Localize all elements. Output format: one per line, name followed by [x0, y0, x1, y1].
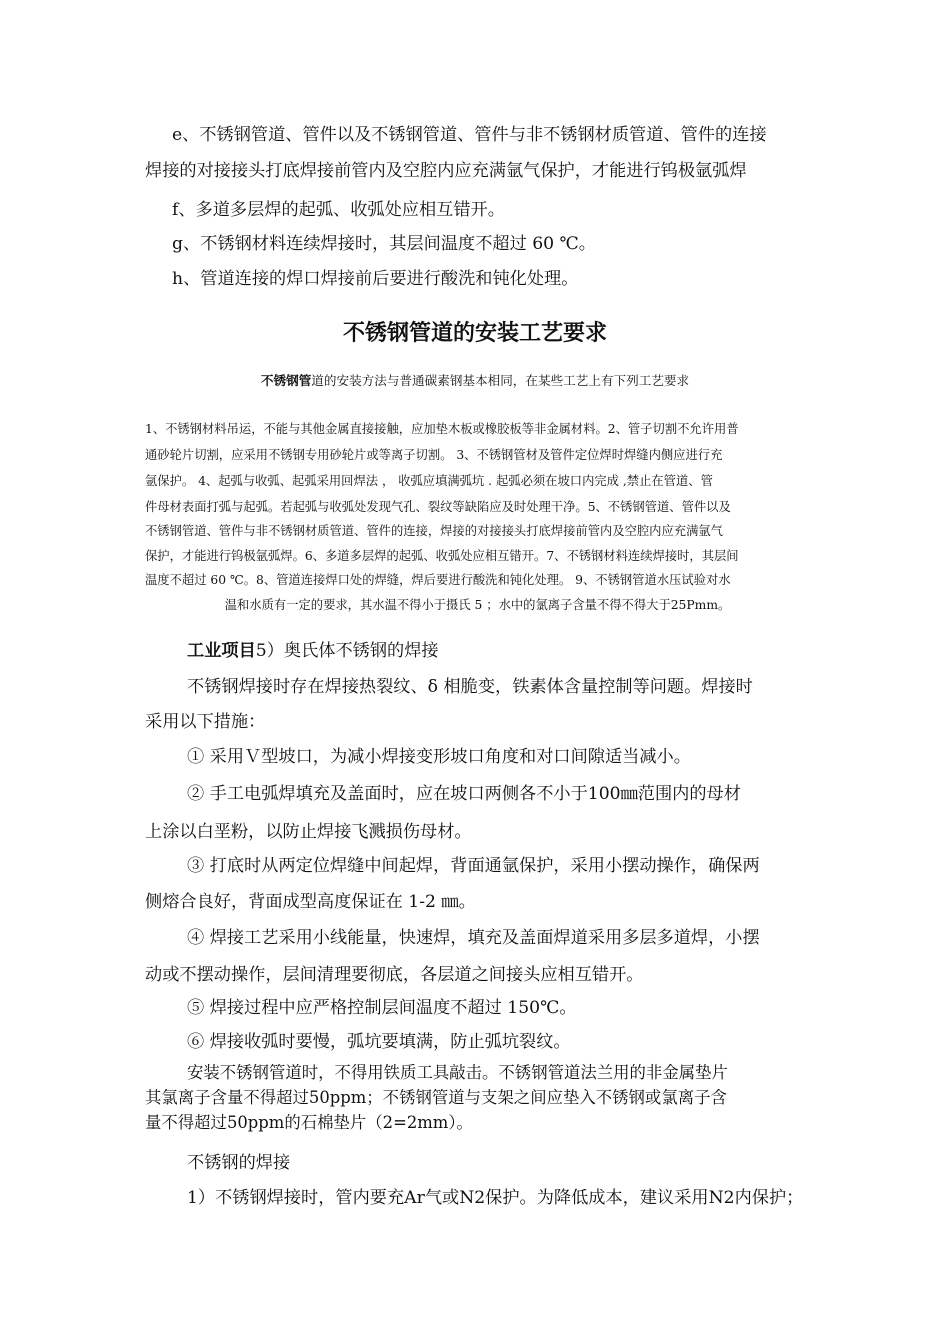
small-line-3: 氩保护。 4、起弧与收弧、起弧采用回焊法 ， 收弧应填满弧坑 . 起弧必须在坡口内完成 ,禁止在管道、管 — [145, 474, 713, 488]
item-e-line-2: 焊接的对接接头打底焊接前管内及空腔内应充满氩气保护，才能进行钨极氩弧焊 — [145, 161, 747, 181]
welding-heading — [187, 634, 852, 669]
measure-2-line-1: ② 手工电弧焊填充及盖面时，应在坡口两侧各不小于100㎜范围内的母材 — [187, 784, 741, 804]
section-subtitle — [0, 370, 950, 392]
small-line-7: 温度不超过 60 ℃。8、管道连接焊口处的焊缝，焊后要进行酸洗和钝化处理。 9、不锈钢管道水压试验对水 — [145, 573, 731, 587]
install-line-3: 量不得超过50ppm的石棉垫片（2=2mm）。 — [145, 1113, 473, 1132]
small-line-2: 通砂轮片切割，应采用不锈钢专用砂轮片或等离子切割。 3、不锈钢管材及管件定位焊时焊缝内侧应进行充 — [145, 448, 723, 462]
measure-1: ① 采用Ｖ型坡口，为减小焊接变形坡口角度和对口间隙适当减小。 — [187, 747, 691, 767]
small-line-6: 保护，才能进行钨极氩弧焊。6、多道多层焊的起弧、收弧处应相互错开。7、不锈钢材料连续焊接时，其层间 — [145, 549, 739, 563]
small-line-4: 件母材表面打弧与起弧。若起弧与收弧处发现气孔、裂纹等缺陷应及时处理干净。5、不锈钢管道、管件以及 — [145, 500, 731, 514]
stainless-welding-heading: 不锈钢的焊接 — [187, 1153, 291, 1173]
measure-5: ⑤ 焊接过程中应严格控制层间温度不超过 150℃。 — [187, 998, 577, 1018]
item-h: h、管道连接的焊口焊接前后要进行酸洗和钝化处理。 — [172, 269, 579, 289]
subtitle-rest: 道的安装方法与普通碳素钢基本相同，在某些工艺上有下列工艺要求 — [311, 373, 690, 388]
stainless-welding-item-1: 1）不锈钢焊接时，管内要充Ar气或N2保护。为降低成本，建议采用N2内保护； — [187, 1188, 804, 1208]
install-line-2: 其氯离子含量不得超过50ppm；不锈钢管道与支架之间应垫入不锈钢或氯离子含 — [145, 1088, 727, 1107]
welding-heading-rest: 5）奥氏体不锈钢的焊接 — [255, 641, 439, 661]
welding-heading-bold: 工业项目 — [187, 641, 256, 661]
item-f: f、多道多层焊的起弧、收弧处应相互错开。 — [172, 200, 505, 220]
welding-intro-line-2: 采用以下措施： — [145, 712, 266, 732]
small-line-8: 温和水质有一定的要求，其水温不得小于摄氏 5 ；水中的氯离子含量不得不得大于25Pmm。 — [224, 598, 731, 612]
section-title: 不锈钢管道的安装工艺要求 — [342, 321, 607, 346]
measure-2-line-2: 上涂以白垩粉，以防止焊接飞溅损伤母材。 — [145, 822, 472, 842]
small-line-5: 不锈钢管道、管件与非不锈钢材质管道、管件的连接，焊接的对接接头打底焊接前管内及空腔内应充满氩气 — [145, 524, 723, 538]
welding-intro-line-1: 不锈钢焊接时存在焊接热裂纹、δ 相脆变，铁素体含量控制等问题。焊接时 — [187, 677, 753, 697]
item-e-line-1: e、不锈钢管道、管件以及不锈钢管道、管件与非不锈钢材质管道、管件的连接 — [172, 125, 767, 145]
measure-3-line-1: ③ 打底时从两定位焊缝中间起焊，背面通氩保护，采用小摆动操作，确保两 — [187, 856, 760, 876]
measure-3-line-2: 侧熔合良好，背面成型高度保证在 1-2 ㎜。 — [145, 892, 476, 912]
subtitle-bold: 不锈钢管 — [260, 373, 312, 388]
small-line-1: 1、不锈钢材料吊运，不能与其他金属直接接触，应加垫木板或橡胶板等非金属材料。2、管子切割不允许用普 — [145, 422, 739, 436]
install-line-1: 安装不锈钢管道时，不得用铁质工具敲击。不锈钢管道法兰用的非金属垫片 — [187, 1063, 728, 1082]
measure-6: ⑥ 焊接收弧时要慢，弧坑要填满，防止弧坑裂纹。 — [187, 1032, 571, 1052]
item-g: g、不锈钢材料连续焊接时，其层间温度不超过 60 ℃。 — [172, 234, 596, 254]
measure-4-line-1: ④ 焊接工艺采用小线能量，快速焊，填充及盖面焊道采用多层多道焊，小摆 — [187, 928, 760, 948]
measure-4-line-2: 动或不摆动操作，层间清理要彻底，各层道之间接头应相互错开。 — [145, 965, 644, 985]
